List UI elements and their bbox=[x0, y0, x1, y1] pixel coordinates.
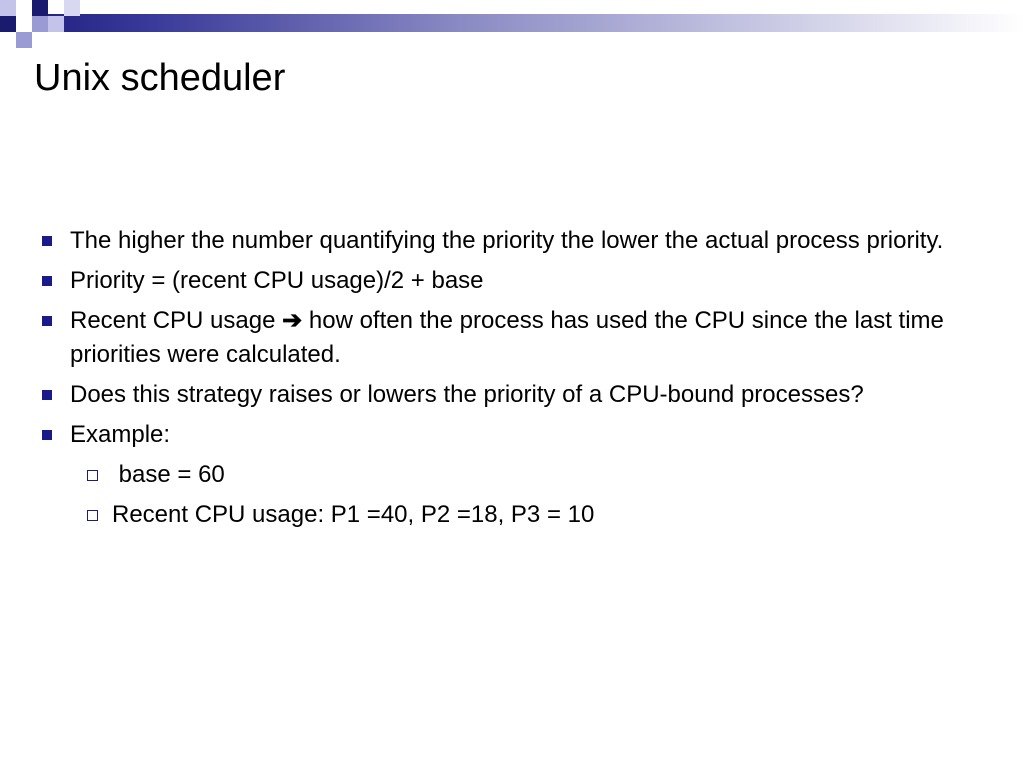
bullet-list bbox=[40, 224, 970, 538]
decor-square bbox=[32, 16, 48, 32]
filled-square-bullet-icon bbox=[42, 316, 52, 326]
decor-square bbox=[32, 0, 48, 16]
bullet-text: The higher the number quantifying the priority the lower the actual process priority. bbox=[70, 227, 944, 254]
decor-square bbox=[64, 0, 80, 16]
right-arrow-icon: ➔ bbox=[282, 307, 303, 334]
sub-bullet-item bbox=[40, 498, 970, 532]
bullet-item bbox=[40, 418, 970, 452]
bullet-text: Example: bbox=[70, 421, 171, 448]
hollow-square-bullet-icon bbox=[87, 470, 98, 481]
decor-square bbox=[0, 0, 16, 16]
decor-square bbox=[16, 32, 32, 48]
bullet-item bbox=[40, 264, 970, 298]
bullet-item bbox=[40, 304, 970, 372]
hollow-square-bullet-icon bbox=[87, 510, 98, 521]
decor-square bbox=[0, 16, 16, 32]
filled-square-bullet-icon bbox=[42, 430, 52, 440]
header-gradient-band bbox=[0, 14, 1024, 32]
bullet-text: Priority = (recent CPU usage)/2 + base bbox=[70, 267, 484, 294]
decor-square bbox=[16, 16, 32, 32]
bullet-item bbox=[40, 224, 970, 258]
decor-square bbox=[16, 0, 32, 16]
sub-bullet-text: Recent CPU usage: P1 =40, P2 =18, P3 = 10 bbox=[112, 501, 595, 528]
filled-square-bullet-icon bbox=[42, 236, 52, 246]
decor-square bbox=[48, 16, 64, 32]
sub-bullet-item bbox=[40, 458, 970, 492]
slide-title: Unix scheduler bbox=[34, 57, 286, 99]
bullet-item bbox=[40, 378, 970, 412]
sub-bullet-text: base = 60 bbox=[112, 461, 225, 488]
bullet-text-start: Recent CPU usage bbox=[70, 307, 283, 334]
bullet-text-end: how often the process has used the CPU since the last time priorities were calculated. bbox=[70, 307, 944, 368]
filled-square-bullet-icon bbox=[42, 390, 52, 400]
bullet-text: Does this strategy raises or lowers the priority of a CPU-bound processes? bbox=[70, 381, 864, 408]
filled-square-bullet-icon bbox=[42, 276, 52, 286]
